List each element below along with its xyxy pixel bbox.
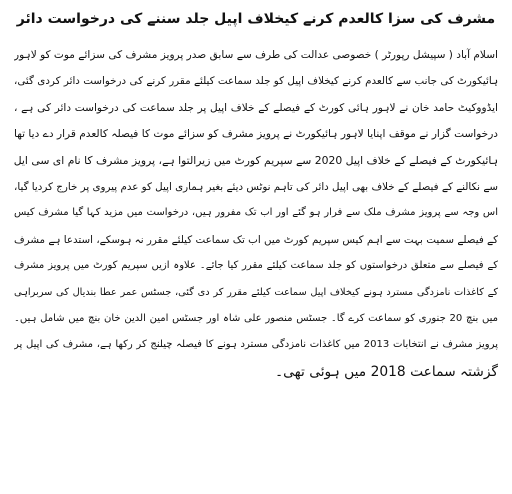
article-headline: مشرف کی سزا کالعدم کرنے کیخلاف اپیل جلد سننے کی درخواست دائر <box>16 11 496 27</box>
article-line: درخواست گزار نے موقف اپنایا لاہور ہائیکورٹ نے پرویز مشرف کو سزائے موت کا فیصلہ کالعدم قرار دے دیا تھا <box>14 128 498 141</box>
article-body <box>14 42 498 385</box>
article-line: پرویز مشرف نے انتخابات 2013 میں کاغذات نامزدگی مسترد ہونے کا فیصلہ چیلنج کر رکھا ہے، مشرف کی اپیل پر <box>14 339 498 351</box>
article-line: کے کاغذات نامزدگی مسترد ہونے کیخلاف اپیل سماعت کیلئے مقرر کر دی گئی، جسٹس عمر عطا بندیال کی سربراہی <box>14 286 498 298</box>
article-line: سے نکالنے کے فیصلے کے خلاف بھی اپیل دائر کی تاہم نوٹس دیئے بغیر ہماری اپیل کو عدم پیروی پر خارج کردیا گیا، <box>14 180 498 193</box>
article-line: اسلام آباد ( سپیشل رپورٹر ) خصوصی عدالت کی طرف سے سابق صدر پرویز مشرف کی سزائے موت کو لاہور <box>14 49 498 61</box>
article-line: کے فیصلے سمیت بہت سے اہم کیس سپریم کورٹ میں اب تک سماعت کیلئے مقرر نہ ہوسکے، استدعا ہے مشرف <box>14 233 498 246</box>
article-line: گزشتہ سماعت 2018 میں ہوئی تھی۔ <box>275 363 498 380</box>
article-line: ہائیکورٹ کے فیصلے کے خلاف اپیل 2020 سے سپریم کورٹ میں زیرالتوا ہے، پرویز مشرف کا نام ای سی ایل <box>14 153 498 167</box>
article-line: اس وجہ سے پرویز مشرف ملک سے فرار ہو گئے اور اب تک مفرور ہیں، درخواست میں مزید کہا گیا مشرف کیس <box>14 207 498 219</box>
article-line: میں بنچ 20 جنوری کو سماعت کرے گا۔ جسٹس منصور علی شاہ اور جسٹس امین الدین خان بنچ میں شامل ہیں۔ <box>14 312 498 324</box>
article-line: ایڈووکیٹ حامد خان نے لاہور ہائی کورٹ کے فیصلے کے خلاف اپیل پر جلد سماعت کی درخواست دائر کی ہے ، <box>14 101 498 114</box>
article-line: کے فیصلے سے متعلق درخواستوں کو جلد سماعت کیلئے مقرر کیا جائے۔ علاوہ ازیں سپریم کورٹ میں پرویز مشرف <box>14 260 498 272</box>
article-line: ہائیکورٹ کی جانب سے کالعدم کرنے کیخلاف اپیل کو جلد سماعت کیلئے مقرر کرنے کی درخواست دائر کردی گئی، <box>14 75 498 88</box>
